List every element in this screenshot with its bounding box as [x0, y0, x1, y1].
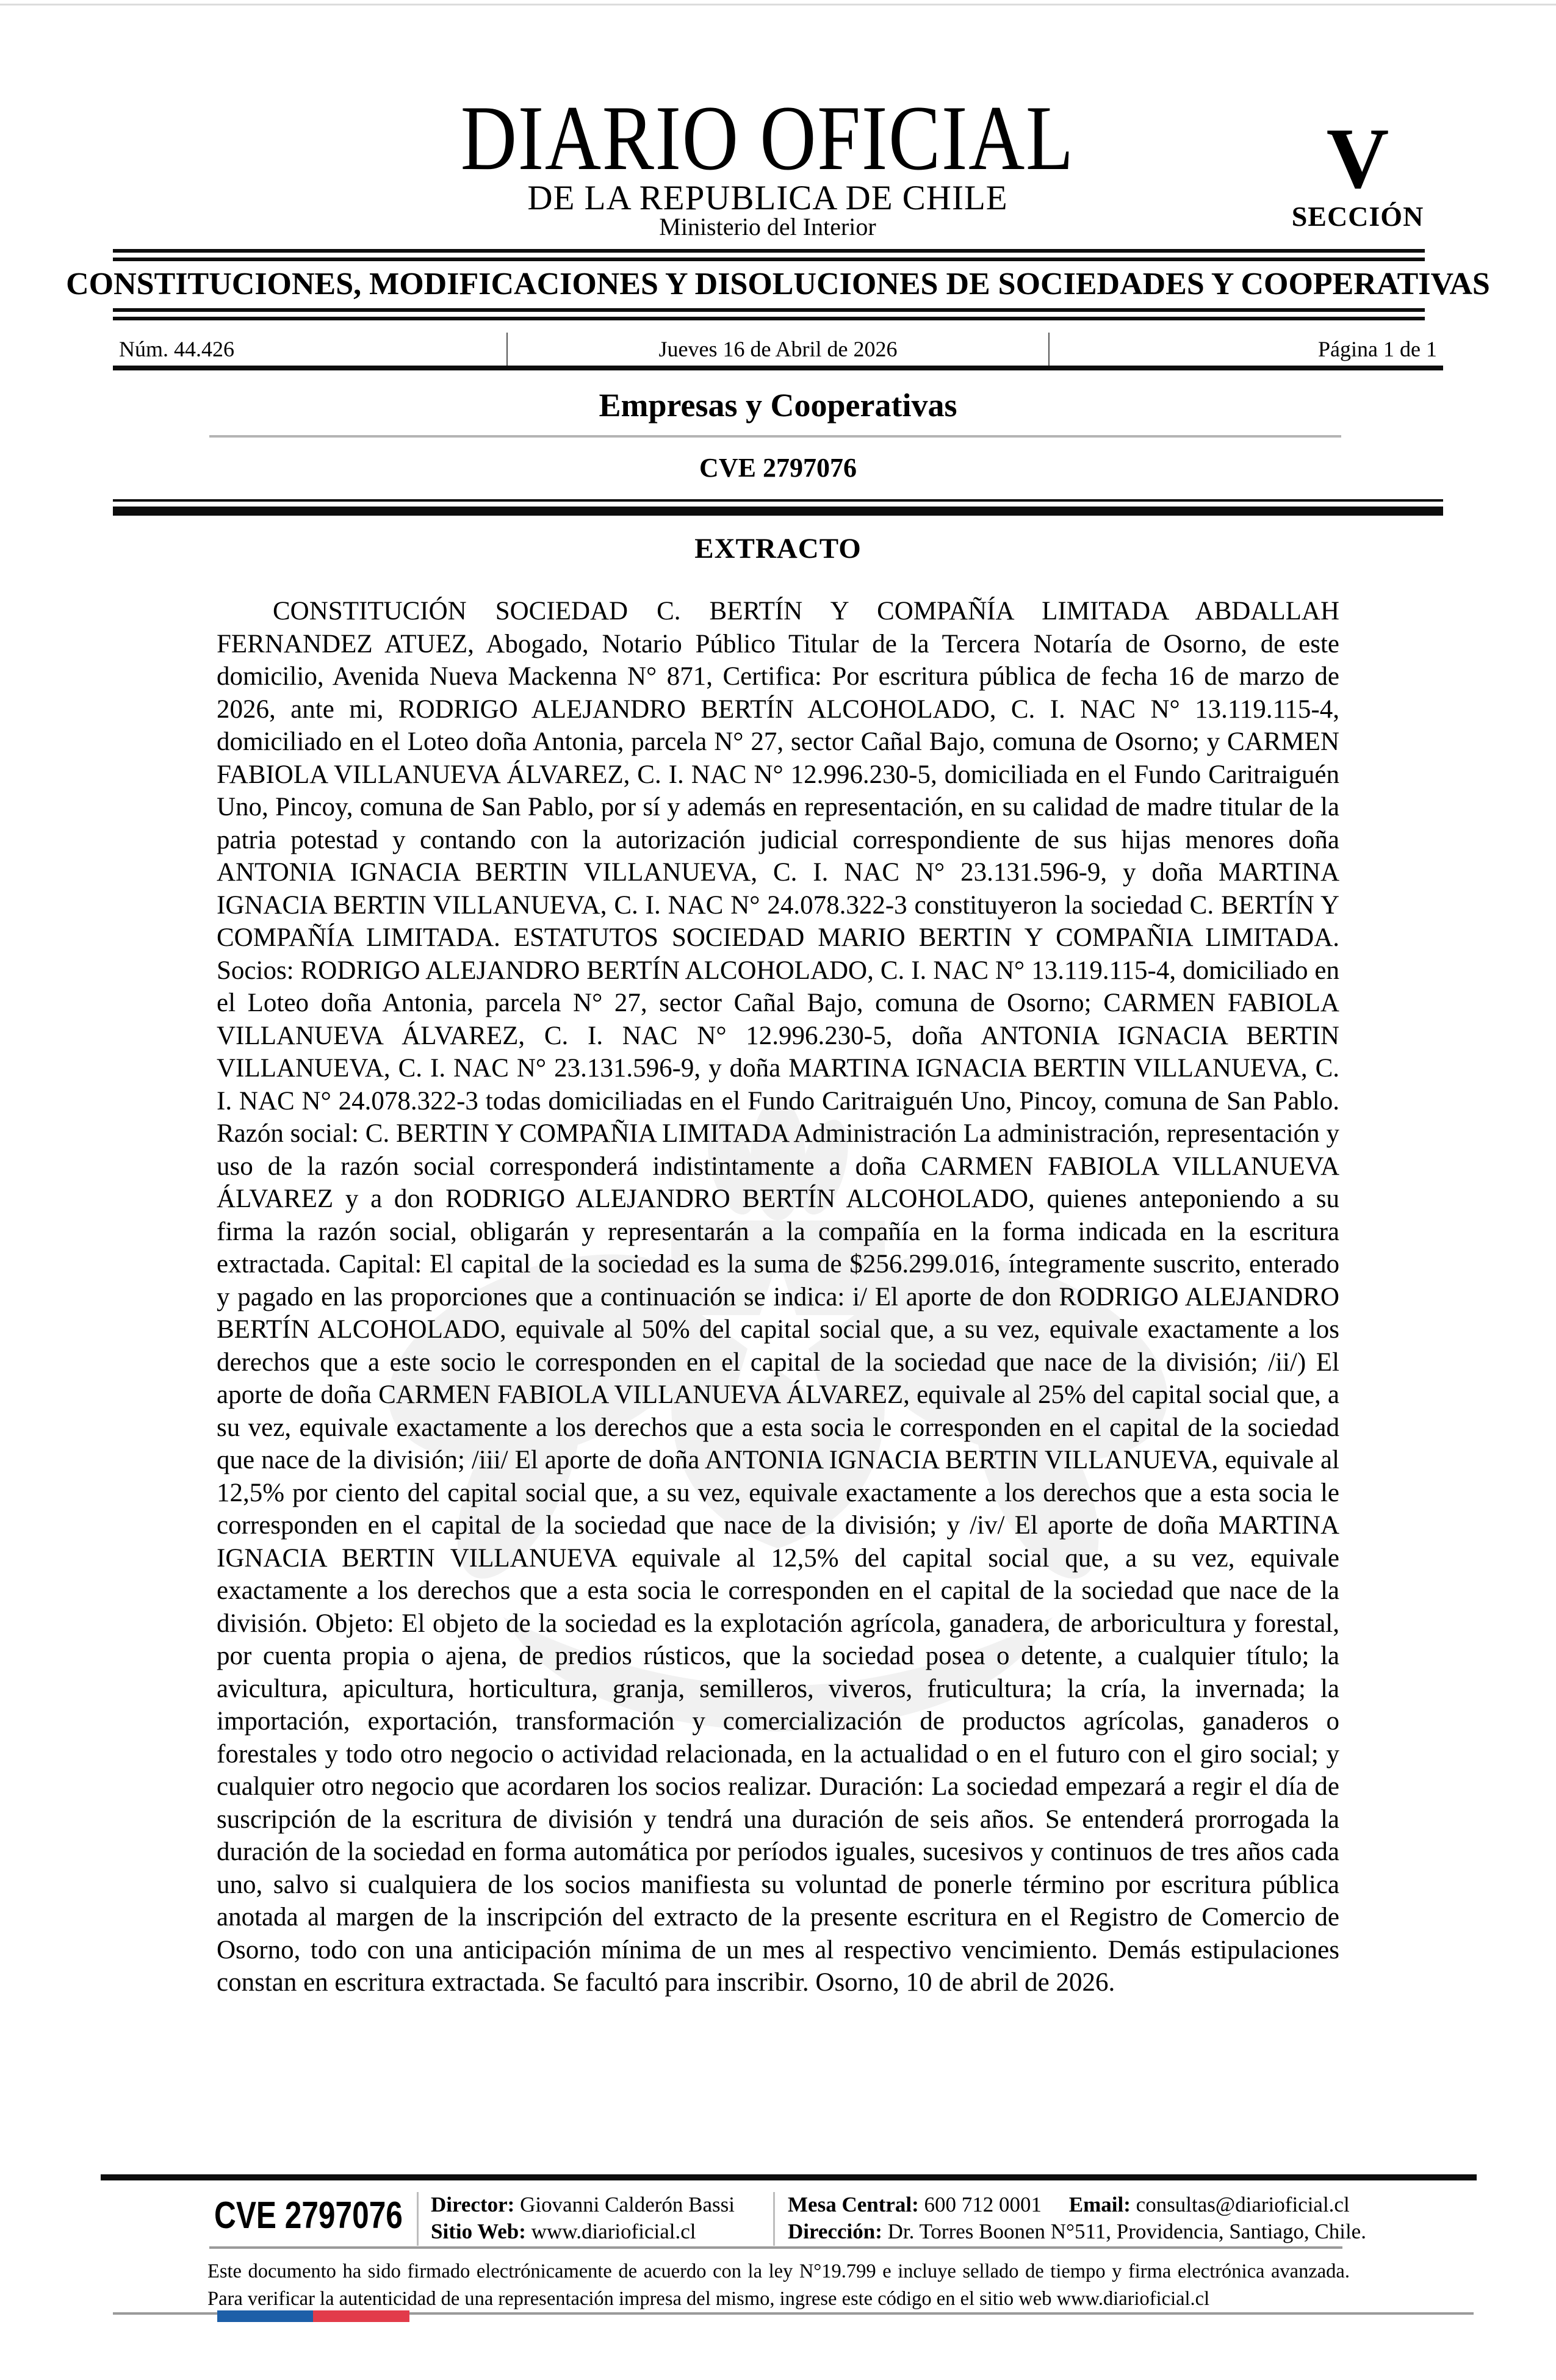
extract-body: CONSTITUCIÓN SOCIEDAD C. BERTÍN Y COMPAÑÍA LIMITADA ABDALLAH FERNANDEZ ATUEZ, Abogado, Notario Público Titular de la Tercera Notaría de Osorno, de este domicilio, Avenida Nueva Mackenna N° 871, Certifica: Por escritura pública de fecha 16 de marzo de 2026, ante mi, RODRIGO ALEJANDRO BERTÍN ALCOHOLADO, C. I. NAC N° 13.119.115-4, domiciliado en el Loteo doña Antonia, parcela N° 27, sector Cañal Bajo, comuna de Osorno; y CARMEN FABIOLA VILLANUEVA ÁLVAREZ, C. I. NAC N° 12.996.230-5, domiciliada en el Fundo Caritraiguén Uno, Pincoy, comuna de San Pablo, por sí y además en representación, en su calidad de madre titular de la patria potestad y contando con la autorización judicial correspondiente de sus hijas menores doña ANTONIA IGNACIA BERTIN VILLANUEVA, C. I. NAC N° 23.131.596-9, y doña MARTINA IGNACIA BERTIN VILLANUEVA, C. I. NAC N° 24.078.322-3 constituyeron la sociedad C. BERTÍN Y COMPAÑÍA LIMITADA. ESTATUTOS SOCIEDAD MARIO BERTIN Y COMPAÑIA LIMITADA. Socios: RODRIGO ALEJANDRO BERTÍN ALCOHOLADO, C. I. NAC N° 13.119.115-4, domiciliado en el Loteo doña Antonia, parcela N° 27, sector Cañal Bajo, comuna de Osorno; CARMEN FABIOLA VILLANUEVA ÁLVAREZ, C. I. NAC N° 12.996.230-5, doña ANTONIA IGNACIA BERTIN VILLANUEVA, C. I. NAC N° 23.131.596-9, y doña MARTINA IGNACIA BERTIN VILLANUEVA, C. I. NAC N° 24.078.322-3 todas domiciliadas en el Fundo Caritraiguén Uno, Pincoy, comuna de San Pablo. Razón social: C. BERTIN Y COMPAÑIA LIMITADA Administración La administración, representación y uso de la razón social corresponderá indistintamente a doña CARMEN FABIOLA VILLANUEVA ÁLVAREZ y a don RODRIGO ALEJANDRO BERTÍN ALCOHOLADO, quienes anteponiendo a su firma la razón social, obligarán y representarán a la compañía en la forma indicada en la escritura extractada. Capital: El capital de la sociedad es la suma de $256.299.016, íntegramente suscrito, enterado y pagado en las proporciones que a continuación se indica: i/ El aporte de don RODRIGO ALEJANDRO BERTÍN ALCOHOLADO, equivale al 50% del capital social que, a su vez, equivale exactamente a los derechos que a este socio le corresponden en el capital de la sociedad que nace de la división; /ii/) El aporte de doña CARMEN FABIOLA VILLANUEVA ÁLVAREZ, equivale al 25% del capital social que, a su vez, equivale exactamente a los derechos que a esta socia le corresponden en el capital de la sociedad que nace de la división; /iii/ El aporte de doña ANTONIA IGNACIA BERTIN VILLANUEVA, equivale al 12,5% por ciento del capital social que, a su vez, equivale exactamente a los derechos que a esta socia le corresponden en el capital de la sociedad que nace de la división; y /iv/ El aporte de doña MARTINA IGNACIA BERTIN VILLANUEVA equivale al 12,5% del capital social que, a su vez, equivale exactamente a los derechos que a esta socia le corresponden en el capital de la sociedad que nace de la división. Objeto: El objeto de la sociedad es la explotación agrícola, ganadera, de arboricultura y forestal, por cuenta propia o ajena, de predios rústicos, que la sociedad posea o detente, a cualquier título; la avicultura, apicultura, horticultura, granja, semilleros, viveros, fruticultura; la cría, la invernada; la importación, exportación, transformación y comercialización de productos agrícolas, ganaderos o forestales y todo otro negocio o actividad relacionada, en la actualidad o en el futuro con el giro social; y cualquier otro negocio que acordaren los socios realizar. Duración: La sociedad empezará a regir el día de suscripción de la escritura de división y tendrá una duración de seis años. Se entenderá prorrogada la duración de la sociedad en forma automática por períodos iguales, sucesivos y continuos de tres años cada uno, salvo si cualquiera de los socios manifiesta su voluntad de ponerle término por escritura pública anotada al margen de la inscripción del extracto de la presente escritura en el Registro de Comercio de Osorno, todo con una anticipación mínima de un mes al respectivo vencimiento. Demás estipulaciones constan en escritura extractada. Se facultó para inscribir. Osorno, 10 de abril de 2026. [217, 597, 1339, 1997]
section-heading: Empresas y Cooperativas [599, 387, 957, 424]
director-label: Director: [431, 2193, 515, 2216]
footer-divider-1 [417, 2192, 419, 2246]
scan-top-edge [0, 4, 1556, 5]
chile-flag-blue [217, 2310, 313, 2322]
rule-gray-footer [209, 2246, 1342, 2249]
cve-heading: CVE 2797076 [699, 453, 857, 483]
footer-legal-text: Este documento ha sido firmado electrónicamente de acuerdo con la ley N°19.799 e incluye sellado de tiempo y firma electrónica avanzada. Para verificar la autenticidad de una representación impresa del mismo, ingrese este código en el sitio web www.diarioficial.cl [207, 2260, 1350, 2310]
rule-thick-cve [113, 507, 1443, 516]
masthead-title: DIARIO OFICIAL [461, 87, 1075, 189]
phone-label: Mesa Central: [788, 2193, 919, 2216]
website-value: www.diarioficial.cl [531, 2220, 696, 2243]
double-rule-top [113, 249, 1425, 261]
footer-divider-2 [773, 2192, 775, 2246]
masthead-subtitle: DE LA REPUBLICA DE CHILE [527, 179, 1008, 217]
extract-heading: EXTRACTO [694, 533, 862, 564]
email-label: Email: [1068, 2193, 1131, 2216]
section-label: SECCIÓN [1291, 200, 1424, 232]
chile-flag-red [313, 2310, 409, 2322]
website-label: Sitio Web: [431, 2220, 526, 2243]
rule-gray-heading [209, 435, 1341, 438]
issue-page: Página 1 de 1 [1318, 337, 1437, 361]
phone-value: 600 712 0001 [924, 2193, 1042, 2216]
footer-contact-row [788, 2191, 1350, 2218]
issue-info-row [113, 333, 1443, 366]
footer-website-row [431, 2218, 696, 2245]
issue-number: Núm. 44.426 [119, 337, 234, 361]
rule-info-bottom [113, 366, 1443, 370]
footer-director-row [431, 2191, 735, 2218]
email-value: consultas@diarioficial.cl [1136, 2193, 1350, 2216]
banner-title: CONSTITUCIONES, MODIFICACIONES Y DISOLUCIONES DE SOCIEDADES Y COOPERATIVAS [66, 267, 1490, 301]
address-label: Dirección: [788, 2220, 882, 2243]
section-box [1284, 110, 1431, 233]
footer-cve: CVE 2797076 [214, 2194, 403, 2237]
rule-thin-cve [113, 499, 1443, 502]
masthead-ministry: Ministerio del Interior [659, 213, 876, 240]
footer-address-row [788, 2218, 1366, 2245]
director-value: Giovanni Calderón Bassi [520, 2193, 735, 2216]
address-value: Dr. Torres Boonen N°511, Providencia, Santiago, Chile. [887, 2220, 1366, 2243]
double-rule-banner [113, 308, 1425, 320]
section-number: V [1326, 110, 1389, 206]
rule-footer-top [101, 2174, 1477, 2180]
issue-date: Jueves 16 de Abril de 2026 [506, 333, 1050, 366]
